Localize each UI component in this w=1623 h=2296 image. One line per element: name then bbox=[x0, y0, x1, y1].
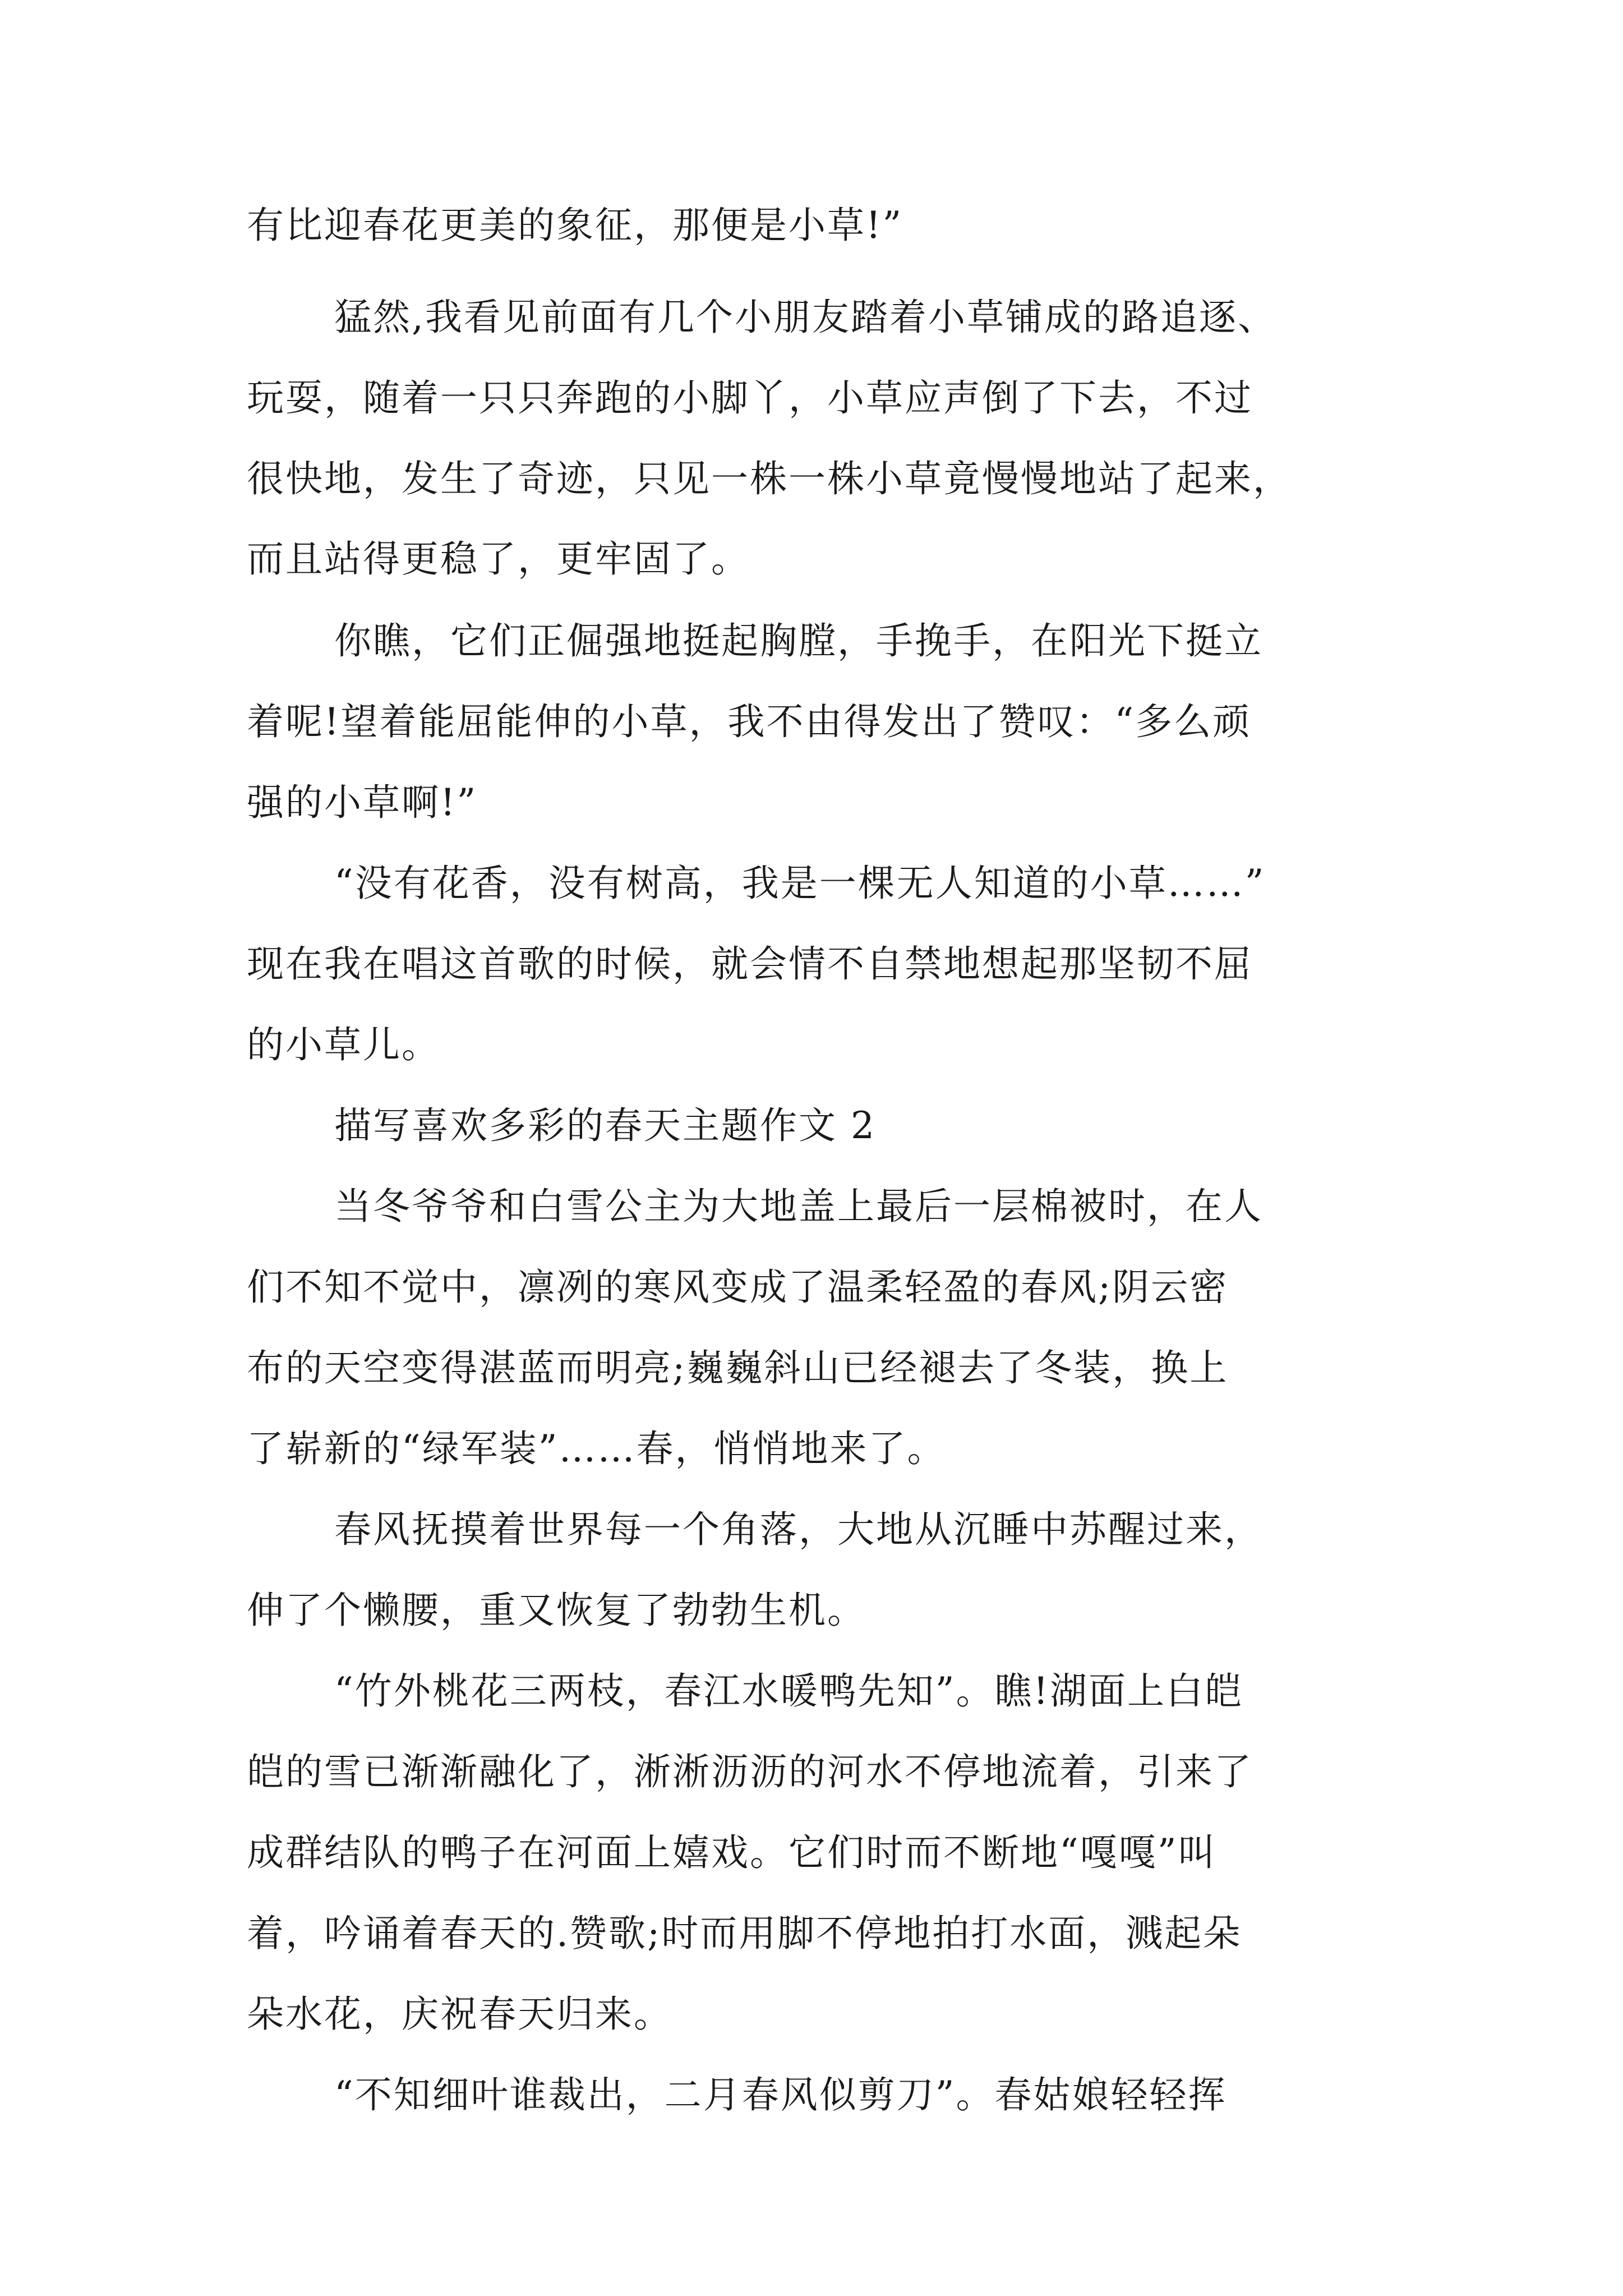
paragraph-start-line: 猛然,我看见前面有几个小朋友踏着小草铺成的路追逐、 bbox=[334, 296, 1276, 339]
text-line: 现在我在唱这首歌的时候，就会情不自禁地想起那坚韧不屈 bbox=[247, 942, 1253, 986]
text-line: 玩耍，随着一只只奔跑的小脚丫，小草应声倒了下去，不过 bbox=[247, 376, 1253, 420]
paragraph-start-line: 当冬爷爷和白雪公主为大地盖上最后一层棉被时，在人 bbox=[334, 1185, 1263, 1228]
paragraph-start-line: 你瞧，它们正倔强地挺起胸膛，手挽手，在阳光下挺立 bbox=[334, 619, 1263, 662]
text-line: 强的小草啊!” bbox=[247, 781, 478, 824]
text-line: 皑的雪已渐渐融化了，淅淅沥沥的河水不停地流着，引来了 bbox=[247, 1750, 1253, 1793]
text-line: 有比迎春花更美的象征，那便是小草!” bbox=[247, 204, 903, 247]
text-line: 成群结队的鸭子在河面上嬉戏。它们时而不断地“嘎嘎”叫 bbox=[247, 1831, 1217, 1874]
text-line: 伸了个懒腰，重又恢复了勃勃生机。 bbox=[247, 1589, 866, 1632]
text-line: 很快地，发生了奇迹，只见一株一株小草竟慢慢地站了起来， bbox=[247, 457, 1292, 500]
section-heading: 描写喜欢多彩的春天主题作文 2 bbox=[334, 1104, 876, 1147]
text-line: 布的天空变得湛蓝而明亮;巍巍斜山已经褪去了冬装，换上 bbox=[247, 1346, 1229, 1389]
paragraph-start-line: “竹外桃花三两枝，春江水暖鸭先知”。瞧!湖面上白皑 bbox=[334, 1669, 1244, 1713]
paragraph-start-line: 春风抚摸着世界每一个角落，大地从沉睡中苏醒过来， bbox=[334, 1508, 1263, 1551]
text-line: 的小草儿。 bbox=[247, 1023, 440, 1066]
paragraph-start-line: “没有花香，没有树高，我是一棵无人知道的小草……” bbox=[334, 862, 1266, 905]
text-line: 们不知不觉中，凛冽的寒风变成了温柔轻盈的春风;阴云密 bbox=[247, 1266, 1229, 1309]
text-line: 了崭新的“绿军装”……春，悄悄地来了。 bbox=[247, 1427, 946, 1470]
text-line: 朵水花，庆祝春天归来。 bbox=[247, 1993, 672, 2036]
paragraph-start-line: “不知细叶谁裁出，二月春风似剪刀”。春姑娘轻轻挥 bbox=[334, 2073, 1227, 2116]
text-line: 着呢!望着能屈能伸的小草，我不由得发出了赞叹：“多么顽 bbox=[247, 700, 1252, 743]
text-line: 而且站得更稳了，更牢固了。 bbox=[247, 537, 750, 581]
text-line: 着，吟诵着春天的.赞歌;时而用脚不停地拍打水面，溅起朵 bbox=[247, 1912, 1242, 1955]
